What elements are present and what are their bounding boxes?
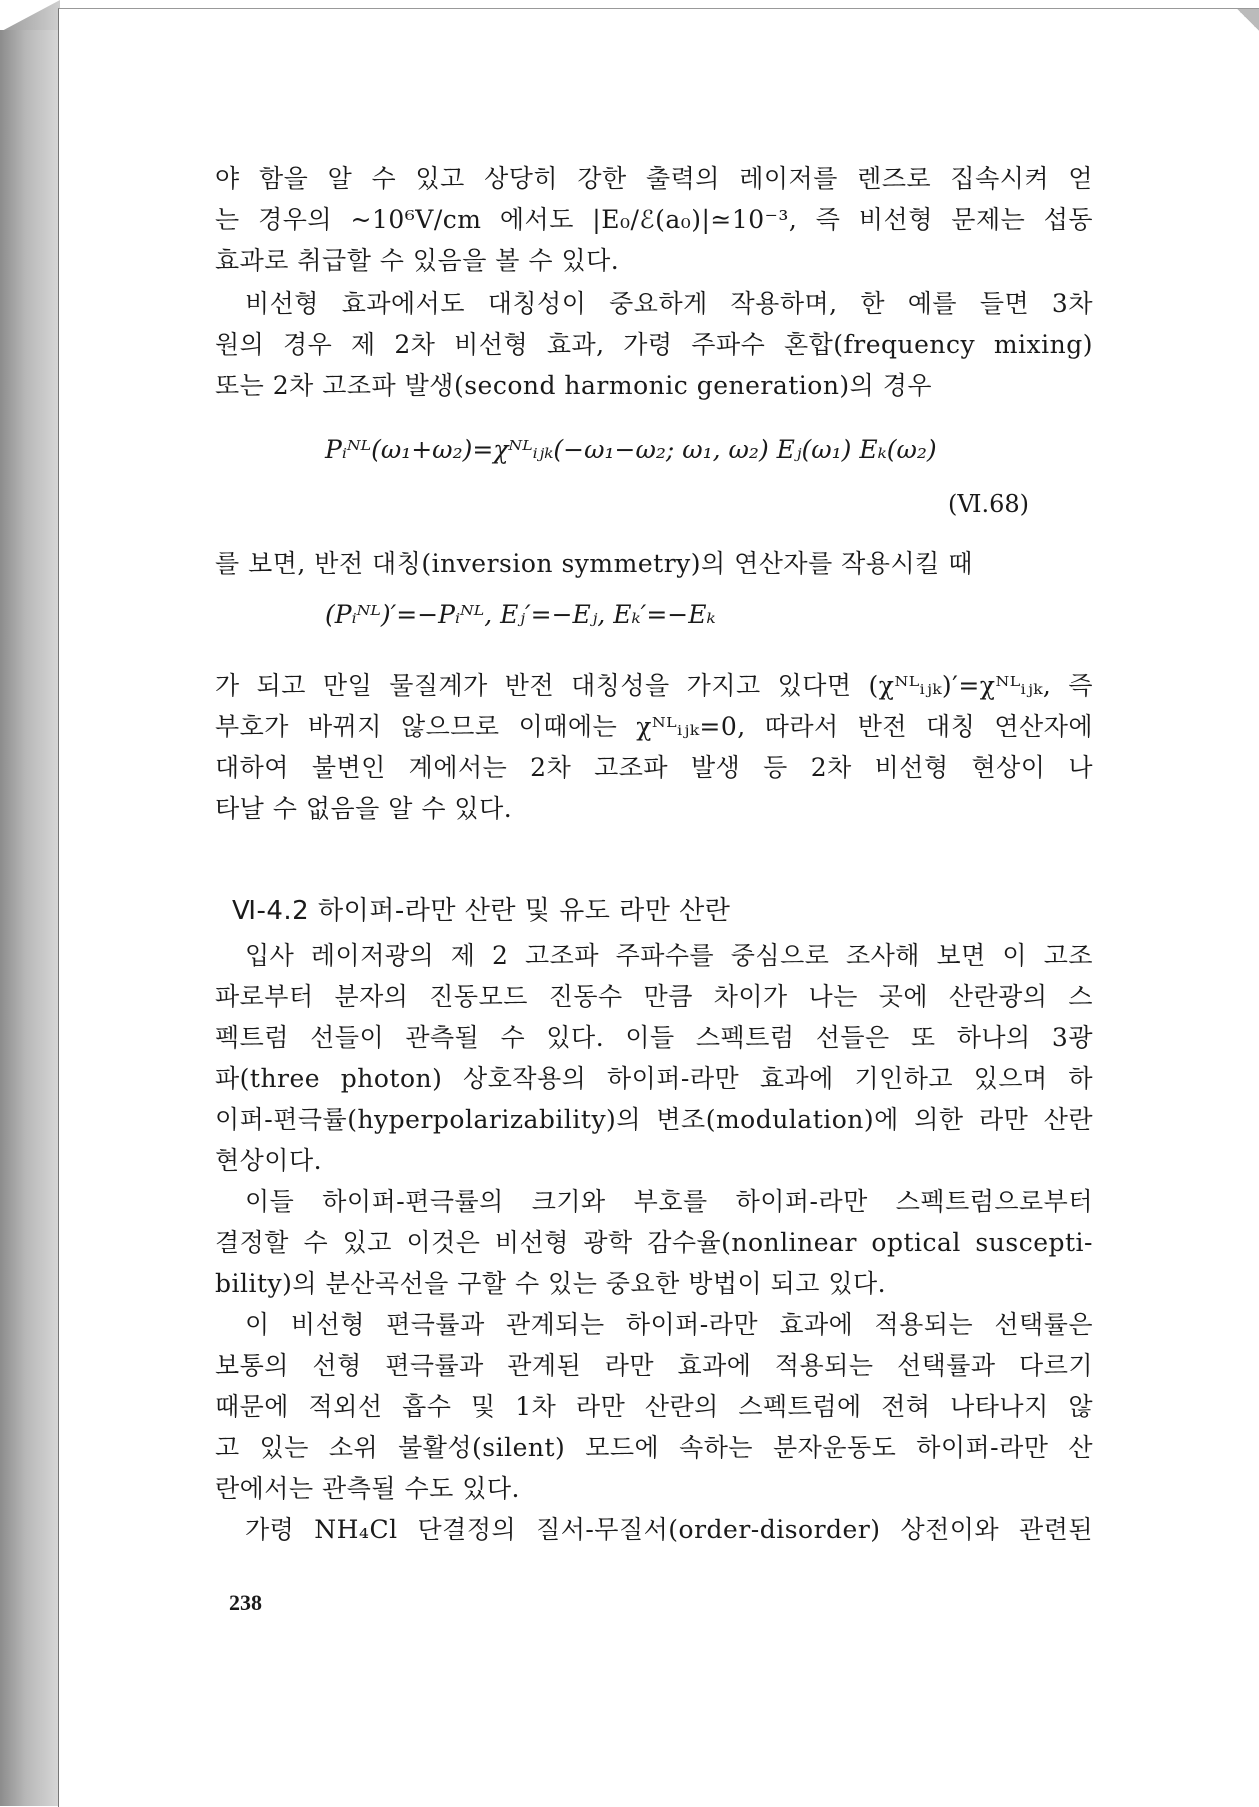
paragraph-4 — [215, 665, 1093, 829]
text-line: 효과로 취급할 수 있음을 볼 수 있다. — [215, 246, 620, 275]
text-line: 입사 레이저광의 제 2 고조파 주파수를 중심으로 조사해 보면 이 고조 — [245, 941, 1093, 970]
paragraph-3 — [215, 543, 1093, 584]
paragraph-7 — [215, 1304, 1093, 1509]
text-line: 야 함을 알 수 있고 상당히 강한 출력의 레이저를 렌즈로 집속시켜 얻 — [215, 164, 1093, 193]
text-line: 이퍼-편극률(hyperpolarizability)의 변조(modulation)에 의한 라만 산란 — [215, 1105, 1093, 1134]
equation-vi-68: Pᵢᴺᴸ(ω₁+ω₂)=χᴺᴸᵢⱼₖ(−ω₁−ω₂; ω₁, ω₂) Eⱼ(ω₁) Eₖ(ω₂) — [325, 435, 937, 464]
section-heading: Ⅵ-4.2 하이퍼-라만 산란 및 유도 라만 산란 — [232, 896, 731, 926]
text-line: 는 경우의 ~10⁶V/cm 에서도 |E₀/ℰ(a₀)|≃10⁻³, 즉 비선형 문제는 섭동 — [215, 205, 1093, 234]
text-line: 이들 하이퍼-편극률의 크기와 부호를 하이퍼-라만 스펙트럼으로부터 — [245, 1187, 1093, 1216]
text-line: 파(three photon) 상호작용의 하이퍼-라만 효과에 기인하고 있으며 하 — [215, 1064, 1093, 1093]
text-line: 가령 NH₄Cl 단결정의 질서-무질서(order-disorder) 상전이와 관련된 — [245, 1515, 1093, 1544]
text-line: 란에서는 관측될 수도 있다. — [215, 1474, 520, 1503]
text-line: 현상이다. — [215, 1146, 323, 1175]
paragraph-1 — [215, 158, 1093, 281]
text-line: 가 되고 만일 물질계가 반전 대칭성을 가지고 있다면 (χᴺᴸᵢⱼₖ)′=χᴺᴸᵢⱼₖ, 즉 — [215, 671, 1093, 700]
text-line: 이 비선형 편극률과 관계되는 하이퍼-라만 효과에 적용되는 선택률은 — [245, 1310, 1093, 1339]
equation-inversion: (Pᵢᴺᴸ)′=−Pᵢᴺᴸ, Eⱼ′=−Eⱼ, Eₖ′=−Eₖ — [325, 600, 716, 629]
text-line: 부호가 바뀌지 않으므로 이때에는 χᴺᴸᵢⱼₖ=0, 따라서 반전 대칭 연산자에 — [215, 712, 1093, 741]
paragraph-5 — [215, 935, 1093, 1181]
text-line: 타날 수 없음을 알 수 있다. — [215, 794, 513, 823]
page-corner — [1237, 9, 1259, 31]
text-line: 펙트럼 선들이 관측될 수 있다. 이들 스펙트럼 선들은 또 하나의 3광 — [215, 1023, 1093, 1052]
text-line: 파로부터 분자의 진동모드 진동수 만큼 차이가 나는 곳에 산란광의 스 — [215, 982, 1093, 1011]
text-line: 비선형 효과에서도 대칭성이 중요하게 작용하며, 한 예를 들면 3차 — [245, 289, 1093, 318]
text-line: 또는 2차 고조파 발생(second harmonic generation)의 경우 — [215, 371, 933, 400]
text-line: 결정할 수 있고 이것은 비선형 광학 감수율(nonlinear optical suscepti- — [215, 1228, 1093, 1257]
text-line: 대하여 불변인 계에서는 2차 고조파 발생 등 2차 비선형 현상이 나 — [215, 753, 1093, 782]
page-number: 238 — [229, 1590, 262, 1615]
text-line: bility)의 분산곡선을 구할 수 있는 중요한 방법이 되고 있다. — [215, 1269, 887, 1298]
text-line: 고 있는 소위 불활성(silent) 모드에 속하는 분자운동도 하이퍼-라만 산 — [215, 1433, 1093, 1462]
paragraph-8 — [215, 1509, 1093, 1550]
book-spine — [0, 30, 58, 1806]
text-line: 때문에 적외선 흡수 및 1차 라만 산란의 스펙트럼에 전혀 나타나지 않 — [215, 1392, 1093, 1421]
paragraph-2 — [215, 283, 1093, 406]
text-line: 보통의 선형 편극률과 관계된 라만 효과에 적용되는 선택률과 다르기 — [215, 1351, 1093, 1380]
equation-number: (Ⅵ.68) — [948, 490, 1030, 518]
book-spine-top — [0, 0, 60, 32]
paragraph-6 — [215, 1181, 1093, 1304]
text-line: 원의 경우 제 2차 비선형 효과, 가령 주파수 혼합(frequency mixing) — [215, 330, 1093, 359]
text-line: 를 보면, 반전 대칭(inversion symmetry)의 연산자를 작용시킬 때 — [215, 549, 973, 578]
